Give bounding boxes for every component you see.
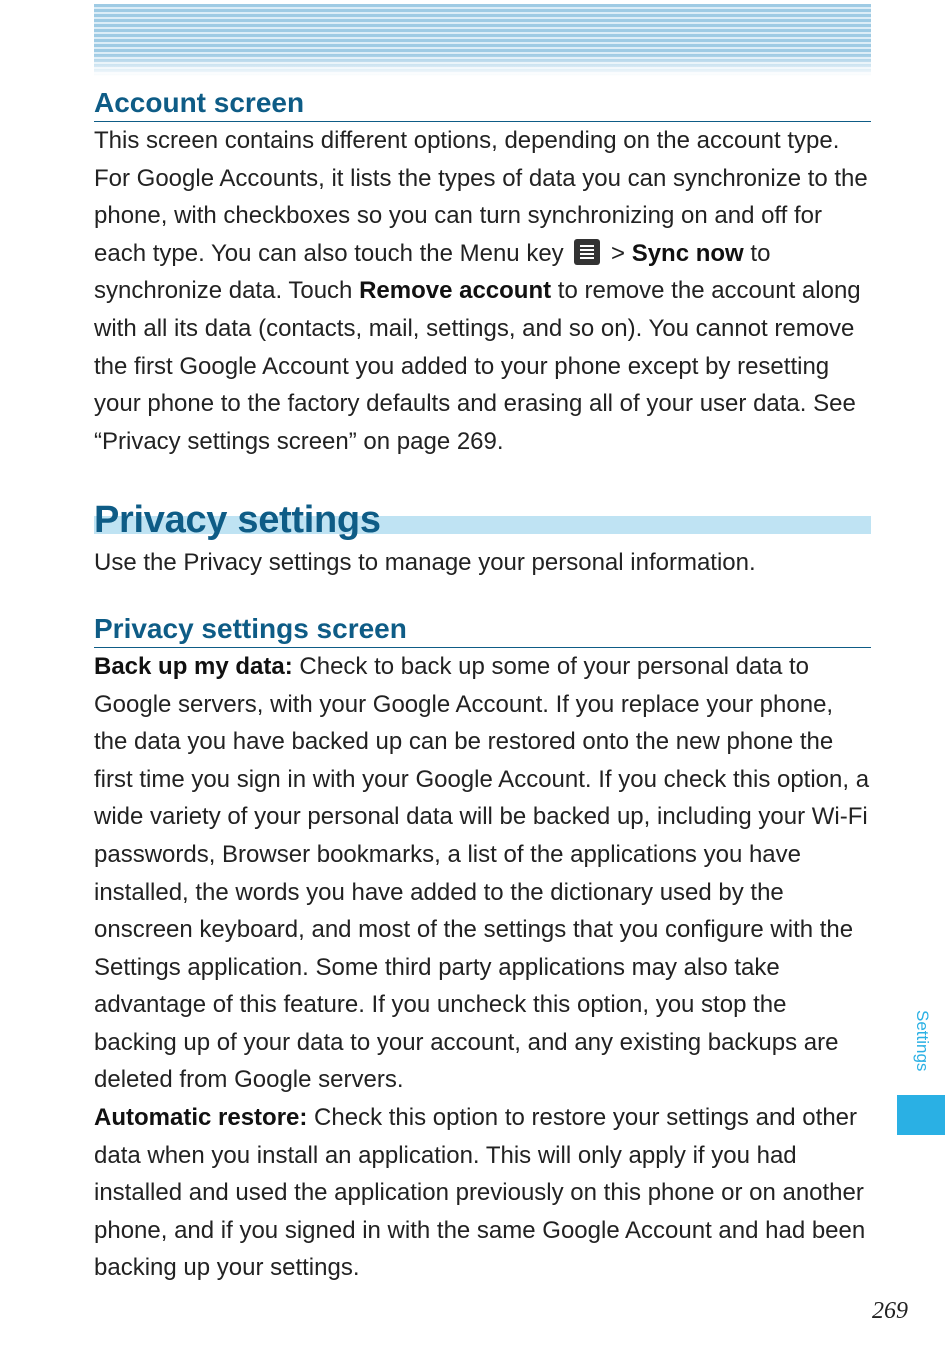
backup-paragraph [94, 648, 871, 1099]
privacy-settings-screen-heading: Privacy settings screen [94, 612, 871, 648]
backup-text: Check to back up some of your personal data to Google servers, with your Google Account. If you replace your phone, the data you have backed up can be restored onto the new phone the first time you sign in with your Google Account. If you check this option, a wide variety of your personal data will be backed up, including your Wi-Fi passwords, Browser bookmarks, a list of the applications you have installed, the words you have added to the dictionary used by the onscreen keyboard, and most of the settings that you configure with the Settings application. Some third party applications may also take advantage of this feature. If you uncheck this option, you stop the backing up of your data to your account, and any existing backups are deleted from Google servers. [94, 652, 870, 1094]
menu-separator: > [604, 239, 632, 267]
account-screen-text-2: to synchronize data. Touch [94, 239, 771, 305]
restore-paragraph [94, 1099, 871, 1287]
menu-key-icon [574, 239, 600, 265]
restore-label: Automatic restore: [94, 1104, 308, 1132]
header-stripe-band [94, 4, 871, 76]
sync-now-label: Sync now [631, 239, 744, 267]
page-content [94, 86, 871, 1287]
side-tab-marker [897, 1095, 945, 1135]
side-tab-label: Settings [913, 1010, 932, 1072]
privacy-settings-intro: Use the Privacy settings to manage your personal information. [94, 549, 756, 577]
page-number: 269 [872, 1298, 908, 1324]
privacy-settings-title: Privacy settings [94, 499, 381, 542]
account-screen-text-1: This screen contains different options, depending on the account type. For Google Accounts, it lists the types of data you can synchronize to the phone, with checkboxes so you can turn synchronizing on and off for each type. You can also touch the Menu key [94, 127, 868, 267]
account-screen-paragraph [94, 122, 871, 460]
remove-account-label: Remove account [359, 277, 552, 305]
restore-text: Check this option to restore your settings and other data when you install an application. This will only apply if you had installed and used the application previously on this phone or on another phone, and if you signed in with the same Google Account and had been backing up your settings. [94, 1104, 866, 1282]
account-screen-text-3: to remove the account along with all its data (contacts, mail, settings, and so on). You cannot remove the first Google Account you added to your phone except by resetting your phone to the factory defaults and erasing all of your user data. See “Privacy settings screen” on page 269. [94, 277, 861, 455]
backup-label: Back up my data: [94, 652, 293, 680]
privacy-settings-title-block [94, 496, 871, 544]
account-screen-heading: Account screen [94, 86, 871, 122]
